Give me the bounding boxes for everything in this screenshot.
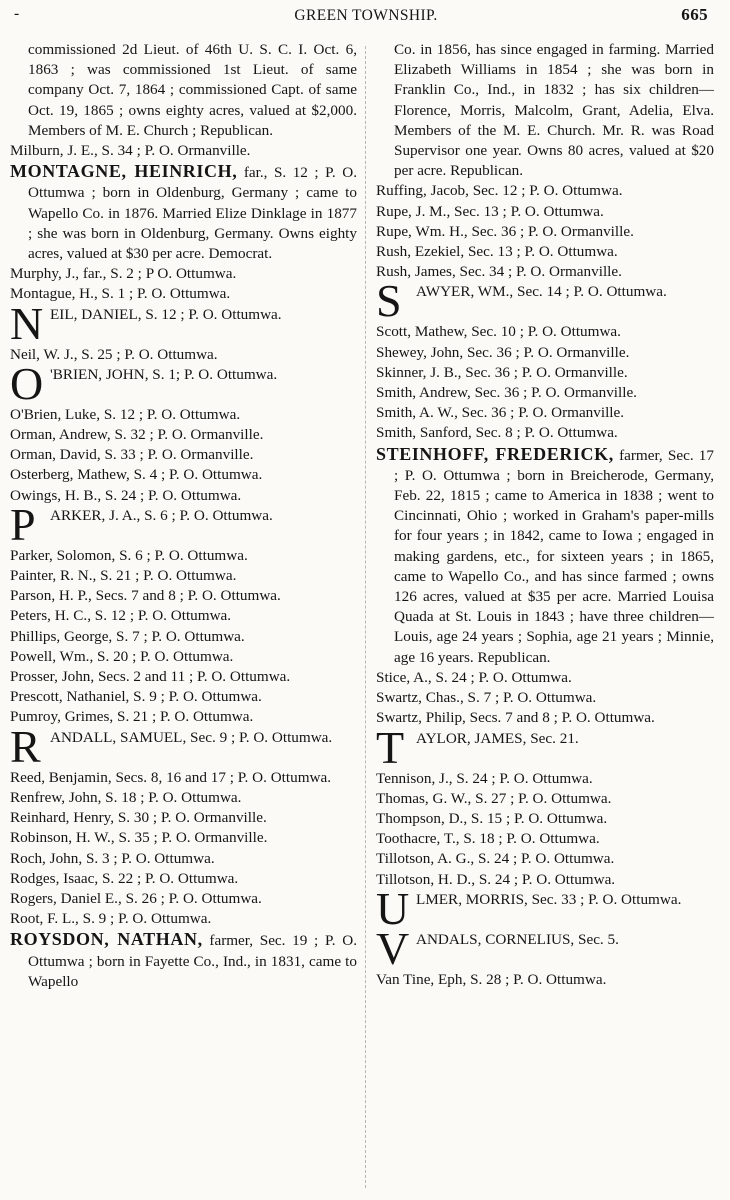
directory-entry: Powell, Wm., S. 20 ; P. O. Ottumwa. [10,647,234,665]
directory-entry: Owings, H. B., S. 24 ; P. O. Ottumwa. [10,486,242,504]
directory-entry: Robinson, H. W., S. 35 ; P. O. Ormanville. [10,829,268,847]
directory-entry: Pumroy, Grimes, S. 21 ; P. O. Ottumwa. [10,708,254,726]
directory-entry: Orman, Andrew, S. 32 ; P. O. Ormanville. [10,426,264,444]
section-entry [10,720,357,772]
entry-text: ARKER, J. A., S. 6 ; P. O. Ottumwa. [50,506,273,524]
directory-entry: Smith, Andrew, Sec. 36 ; P. O. Ormanville. [376,384,637,402]
biography-entry [10,929,357,992]
entry-text: farmer, Sec. 17 ; P. O. Ottumwa ; born in Breicherode, Germany, Feb. 22, 1815 ; came to America in 1838 ; went to Cincinnati, Ohio ; worked in Graham's paper-mills for four years ; in 1842, came to Iowa ; engaged in making gardens, etc., for sixteen years ; in 1865, came to Wapello Co., and has since farmed ; owns 126 acres, valued at $35 per acre. Married Louisa Quada at St. Louis in 1843 ; have three children—Louis, age 24 years ; Sophia, age 21 years ; Minnie, age 16 years. Republican. [394,446,714,666]
section-entry [376,922,714,974]
directory-entry: Rodges, Isaac, S. 22 ; P. O. Ottumwa. [10,869,239,887]
directory-entry: Reinhard, Henry, S. 30 ; P. O. Ormanville. [10,809,267,827]
drop-cap: T [376,721,405,773]
entry-text: AYLOR, JAMES, Sec. 21. [416,729,579,747]
directory-entry: Rush, Ezekiel, Sec. 13 ; P. O. Ottumwa. [376,243,618,261]
entry-continuation: commissioned 2d Lieut. of 46th U. S. C. I. Oct. 6, 1863 ; was commissioned 1st Lieut. of same company Oct. 7, 1864 ; commissioned Capt. of same Oct. 19, 1865 ; owns eighty acres, valued at $2,000. Members of M. E. Church ; Republican. [28,41,357,139]
drop-cap: P [10,498,36,550]
directory-entry: Swartz, Chas., S. 7 ; P. O. Ottumwa. [376,689,597,707]
directory-entry: Stice, A., S. 24 ; P. O. Ottumwa. [376,668,572,686]
directory-entry: Root, F. L., S. 9 ; P. O. Ottumwa. [10,910,212,928]
section-entry [376,275,714,327]
directory-entry: Prescott, Nathaniel, S. 9 ; P. O. Ottumwa. [10,688,262,706]
directory-entry: Thomas, G. W., S. 27 ; P. O. Ottumwa. [376,789,612,807]
entry-continuation: Co. in 1856, has since engaged in farming. Married Elizabeth Williams in 1854 ; she was born in Franklin Co., Ind., in 1832 ; has six children—Florence, Morris, Malcolm, Grant, Adelia, Elva. Members of the M. E. Church. Mr. R. was Road Supervisor one year. Owns 80 acres, valued at $20 per acre. Republican. [394,41,714,180]
directory-entry: Skinner, J. B., Sec. 36 ; P. O. Ormanville. [376,363,628,381]
directory-entry: Orman, David, S. 33 ; P. O. Ormanville. [10,446,254,464]
entry-text: ANDALL, SAMUEL, Sec. 9 ; P. O. Ottumwa. [50,728,333,746]
section-entry [376,721,714,773]
directory-entry: Phillips, George, S. 7 ; P. O. Ottumwa. [10,627,245,645]
page-number: 665 [681,5,708,24]
column-divider [365,46,366,1188]
drop-cap: S [376,275,402,327]
directory-entry: Renfrew, John, S. 18 ; P. O. Ottumwa. [10,788,242,806]
page-header [14,5,708,29]
directory-entry: Toothacre, T., S. 18 ; P. O. Ottumwa. [376,830,600,848]
directory-entry: Swartz, Philip, Secs. 7 and 8 ; P. O. Ottumwa. [376,709,655,727]
entry-text: EIL, DANIEL, S. 12 ; P. O. Ottumwa. [50,305,282,323]
page-title: GREEN TOWNSHIP. [294,7,438,24]
directory-entry: Tillotson, A. G., S. 24 ; P. O. Ottumwa. [376,850,615,868]
directory-entry: Ruffing, Jacob, Sec. 12 ; P. O. Ottumwa. [376,182,623,200]
left-column [10,40,357,992]
directory-entry: Thompson, D., S. 15 ; P. O. Ottumwa. [376,809,608,827]
entry-text: far., S. 12 ; P. O. Ottumwa ; born in Oldenburg, Germany ; came to Wapello Co. in 1876. Married Elize Dinklage in 1877 ; she was born in Oldenburg, Germany. Owns eighty acres, valued at $30 per acre. Democrat. [28,164,357,263]
directory-entry: Rupe, Wm. H., Sec. 36 ; P. O. Ormanville. [376,222,634,240]
drop-cap: V [376,922,410,974]
directory-entry: Roch, John, S. 3 ; P. O. Ottumwa. [10,849,215,867]
drop-cap: N [10,297,44,349]
directory-entry: Parker, Solomon, S. 6 ; P. O. Ottumwa. [10,546,248,564]
drop-cap: U [376,882,410,934]
entry-text: ANDALS, CORNELIUS, Sec. 5. [416,930,619,948]
directory-entry: Reed, Benjamin, Secs. 8, 16 and 17 ; P. O. Ottumwa. [10,768,332,786]
entry-text: AWYER, WM., Sec. 14 ; P. O. Ottumwa. [416,283,667,301]
entry-name: ROYSDON, NATHAN, [10,929,203,950]
entry-name: STEINHOFF, FREDERICK, [376,443,614,464]
directory-entry: Tillotson, H. D., S. 24 ; P. O. Ottumwa. [376,870,616,888]
directory-entry: Tennison, J., S. 24 ; P. O. Ottumwa. [376,769,593,787]
directory-entry: Rush, James, Sec. 34 ; P. O. Ormanville. [376,263,622,281]
section-entry [10,498,357,550]
entry-name: MONTAGNE, HEINRICH, [10,161,238,182]
directory-entry: Painter, R. N., S. 21 ; P. O. Ottumwa. [10,567,237,585]
drop-cap: R [10,720,41,772]
section-entry [376,882,714,934]
section-entry [10,297,357,349]
drop-cap: O [10,357,44,409]
directory-entry: Prosser, John, Secs. 2 and 11 ; P. O. Ottumwa. [10,668,291,686]
directory-entry: Peters, H. C., S. 12 ; P. O. Ottumwa. [10,607,232,625]
biography-entry [10,161,357,264]
directory-entry: Parson, H. P., Secs. 7 and 8 ; P. O. Ottumwa. [10,587,281,605]
directory-entry: Smith, A. W., Sec. 36 ; P. O. Ormanville. [376,404,625,422]
directory-entry: Rupe, J. M., Sec. 13 ; P. O. Ottumwa. [376,202,604,220]
entry-text: 'BRIEN, JOHN, S. 1; P. O. Ottumwa. [50,365,278,383]
directory-entry: Scott, Mathew, Sec. 10 ; P. O. Ottumwa. [376,323,621,341]
right-column [376,40,714,990]
directory-entry: Osterberg, Mathew, S. 4 ; P. O. Ottumwa. [10,466,263,484]
directory-entry: O'Brien, Luke, S. 12 ; P. O. Ottumwa. [10,405,241,423]
directory-entry: Rogers, Daniel E., S. 26 ; P. O. Ottumwa. [10,889,262,907]
section-entry [10,357,357,409]
biography-entry [376,444,714,668]
directory-entry: Montague, H., S. 1 ; P. O. Ottumwa. [10,285,231,303]
directory-entry: Van Tine, Eph, S. 28 ; P. O. Ottumwa. [376,970,607,988]
entry-text: farmer, Sec. 19 ; P. O. Ottumwa ; born in Fayette Co., Ind., in 1831, came to Wapello [28,932,357,990]
header-mark: - [14,5,20,22]
directory-entry: Shewey, John, Sec. 36 ; P. O. Ormanville. [376,343,630,361]
directory-entry: Neil, W. J., S. 25 ; P. O. Ottumwa. [10,345,218,363]
directory-entry: Smith, Sanford, Sec. 8 ; P. O. Ottumwa. [376,424,618,442]
directory-entry: Murphy, J., far., S. 2 ; P O. Ottumwa. [10,265,237,283]
entry-text: LMER, MORRIS, Sec. 33 ; P. O. Ottumwa. [416,890,682,908]
directory-entry: Milburn, J. E., S. 34 ; P. O. Ormanville. [10,142,251,160]
